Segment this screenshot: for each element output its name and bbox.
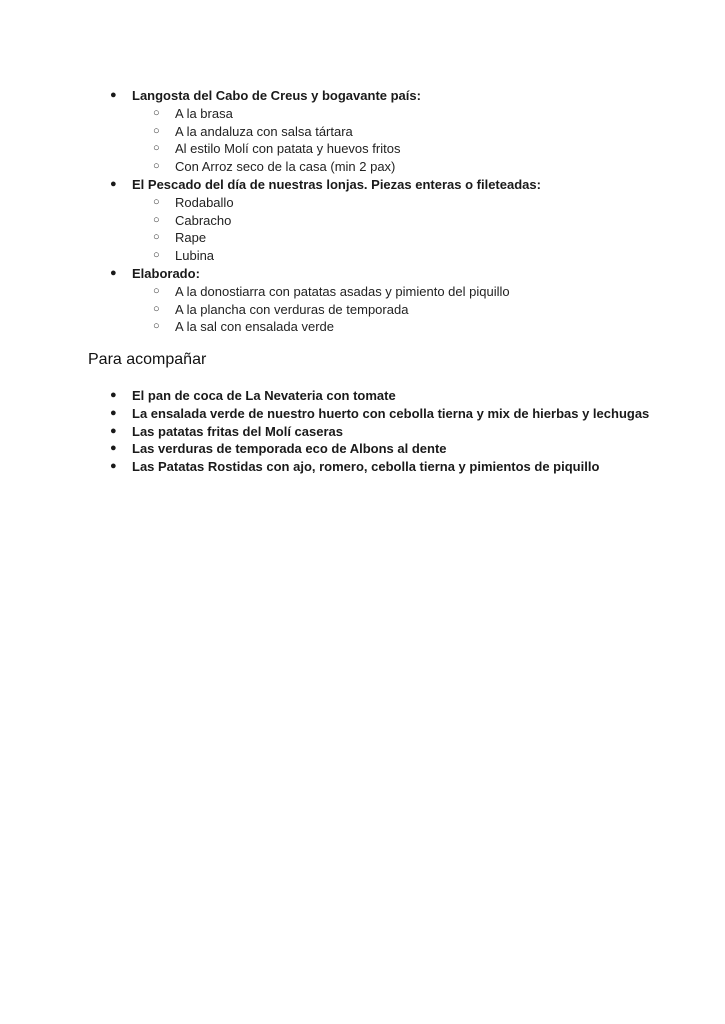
- circle-bullet-icon: ○: [153, 320, 160, 333]
- circle-bullet-icon: ○: [153, 284, 160, 297]
- sublist-item: [153, 229, 670, 247]
- sublist-item: [153, 247, 670, 265]
- sublist-item: [153, 212, 670, 230]
- list-item-label: Elaborado:: [132, 265, 200, 281]
- sublist: [153, 105, 670, 176]
- list-item-label: El pan de coca de La Nevateria con tomate: [132, 388, 396, 403]
- circle-bullet-icon: ○: [153, 231, 160, 244]
- sublist-item-label: A la plancha con verduras de temporada: [175, 301, 409, 317]
- list-item-label: El Pescado del día de nuestras lonjas. Piezas enteras o fileteadas:: [132, 176, 541, 192]
- bullet-icon: ●: [110, 406, 117, 419]
- bullet-icon: ●: [110, 442, 117, 455]
- main-course-list: [110, 87, 670, 336]
- sublist-item-label: Lubina: [175, 248, 215, 264]
- circle-bullet-icon: ○: [153, 302, 160, 315]
- sublist-item: [153, 140, 670, 158]
- sublist-item: [153, 194, 670, 212]
- sublist-item: [153, 123, 670, 141]
- list-item: [110, 440, 670, 458]
- sublist: [153, 194, 670, 265]
- list-item: [110, 176, 670, 265]
- list-item-label: La ensalada verde de nuestro huerto con cebolla tierna y mix de hierbas y lechugas: [132, 405, 650, 421]
- sublist-item: [153, 283, 670, 301]
- sublist-item-label: Al estilo Molí con patata y huevos fritos: [175, 141, 401, 157]
- sublist-item-label: Rodaballo: [175, 194, 234, 210]
- section-heading: Para acompañar: [88, 351, 207, 368]
- bullet-icon: ●: [110, 89, 117, 101]
- sublist-item-label: Con Arroz seco de la casa (min 2 pax): [175, 159, 396, 175]
- sublist-item-label: A la brasa: [175, 105, 233, 121]
- bullet-icon: ●: [110, 389, 117, 401]
- bullet-icon: ●: [110, 177, 117, 190]
- list-item: [110, 387, 670, 405]
- bullet-icon: ●: [110, 266, 117, 279]
- bullet-icon: ●: [110, 460, 117, 473]
- list-item: [110, 405, 670, 423]
- list-item: [110, 265, 670, 336]
- sublist-item: [153, 105, 670, 123]
- sublist: [153, 283, 670, 336]
- sublist-item: [153, 158, 670, 176]
- circle-bullet-icon: ○: [153, 142, 160, 155]
- list-item-label: Langosta del Cabo de Creus y bogavante país:: [132, 88, 421, 103]
- circle-bullet-icon: ○: [153, 195, 160, 208]
- sublist-item-label: Rape: [175, 230, 207, 246]
- sublist-item: [153, 301, 670, 319]
- accompaniments-list: [110, 387, 670, 476]
- sublist-item-label: Cabracho: [175, 212, 232, 228]
- list-item: [110, 423, 670, 441]
- circle-bullet-icon: ○: [153, 249, 160, 262]
- list-item-label: Las Patatas Rostidas con ajo, romero, cebolla tierna y pimientos de piquillo: [132, 459, 600, 475]
- circle-bullet-icon: ○: [153, 124, 160, 137]
- list-item: [110, 87, 670, 176]
- circle-bullet-icon: ○: [153, 213, 160, 226]
- sublist-item: [153, 318, 670, 336]
- sublist-item-label: A la andaluza con salsa tártara: [175, 123, 353, 139]
- circle-bullet-icon: ○: [153, 106, 160, 119]
- sublist-item-label: A la donostiarra con patatas asadas y pimiento del piquillo: [175, 283, 510, 299]
- circle-bullet-icon: ○: [153, 160, 160, 173]
- sublist-item-label: A la sal con ensalada verde: [175, 319, 334, 335]
- bullet-icon: ●: [110, 424, 117, 437]
- list-item: [110, 458, 670, 476]
- list-item-label: Las verduras de temporada eco de Albons al dente: [132, 441, 447, 457]
- list-item-label: Las patatas fritas del Molí caseras: [132, 423, 343, 439]
